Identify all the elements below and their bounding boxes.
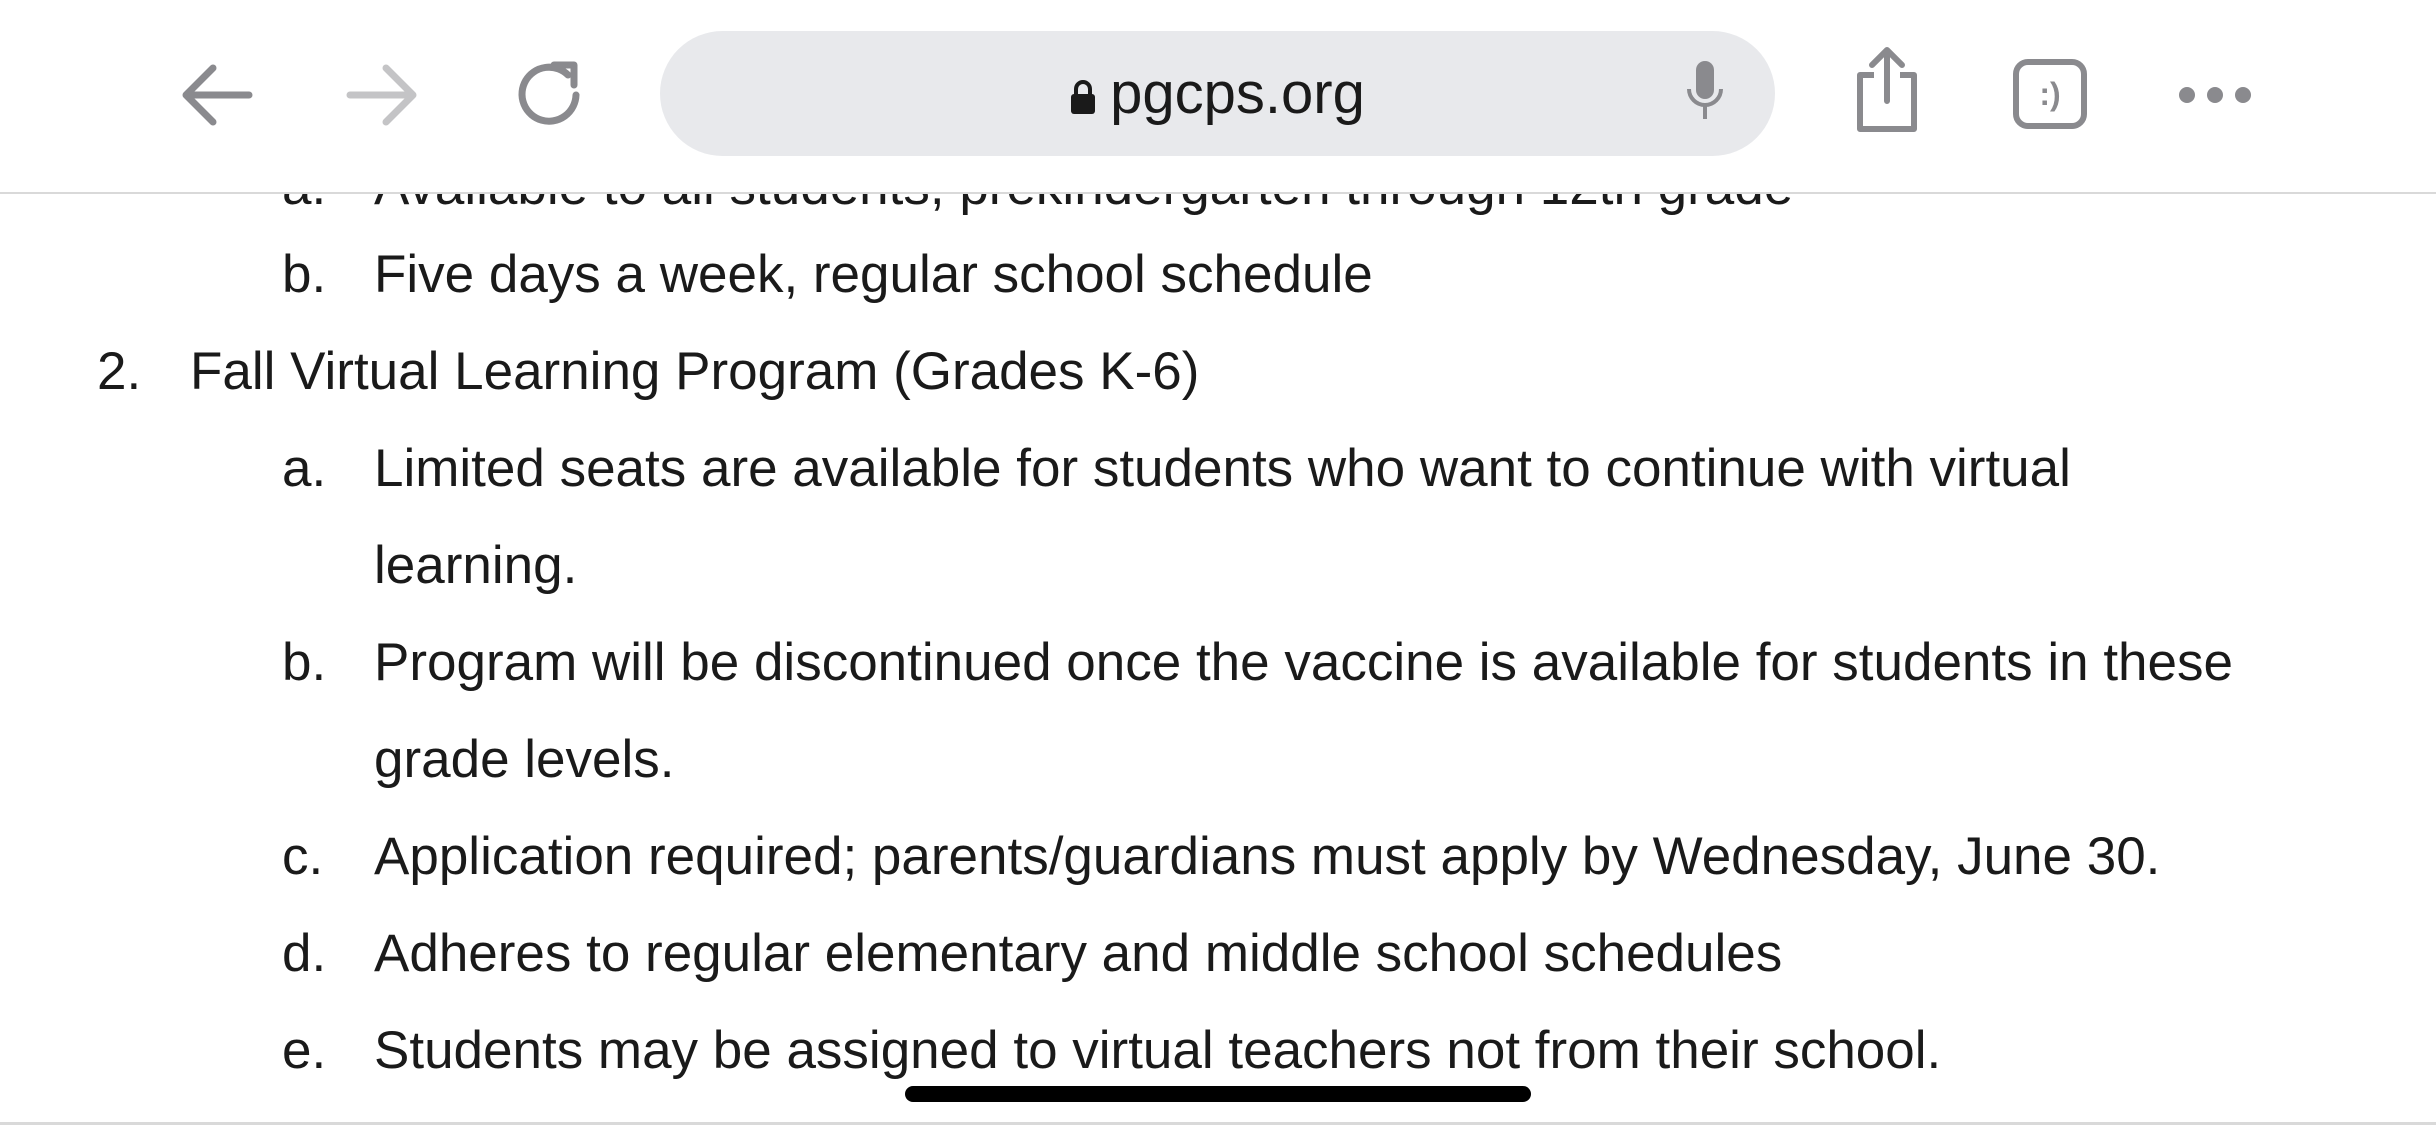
list-marker: b. [282, 245, 327, 304]
reload-button[interactable] [503, 48, 597, 142]
reload-icon [510, 55, 590, 135]
list-item-text: Students may be assigned to virtual teachers not from their school. [374, 1021, 1942, 1080]
home-indicator[interactable] [905, 1086, 1531, 1102]
section-title: Fall Virtual Learning Program (Grades K-6) [190, 342, 1200, 401]
back-button[interactable] [172, 50, 262, 140]
forward-button[interactable] [337, 50, 427, 140]
url-text: pgcps.org [1110, 61, 1365, 126]
list-marker: e. [282, 1021, 327, 1080]
more-icon [2173, 80, 2257, 110]
list-item-text-continued: learning. [374, 536, 578, 595]
list-marker: c. [282, 827, 324, 886]
lock-icon [1070, 79, 1096, 115]
more-button[interactable] [2170, 70, 2260, 120]
url-display[interactable] [660, 31, 1775, 156]
list-item-text: Five days a week, regular school schedule [374, 245, 1373, 304]
address-bar[interactable] [660, 31, 1775, 156]
list-item-text: Application required; parents/guardians must apply by Wednesday, June 30. [374, 827, 2161, 886]
share-icon [1852, 45, 1922, 135]
forward-arrow-icon [342, 60, 422, 130]
microphone-icon[interactable] [1685, 59, 1725, 127]
tab-switcher-label: :) [2039, 75, 2061, 112]
list-item-text: Limited seats are available for students who want to continue with virtual [374, 439, 2071, 498]
share-button[interactable] [1842, 40, 1932, 140]
list-marker: b. [282, 633, 327, 692]
back-arrow-icon [177, 60, 257, 130]
list-item-text: Program will be discontinued once the vaccine is available for students in these [374, 633, 2233, 692]
list-item-text: Adheres to regular elementary and middle school schedules [374, 924, 1783, 983]
list-marker: d. [282, 924, 327, 983]
list-marker: a. [282, 439, 327, 498]
list-item-text-continued: grade levels. [374, 730, 675, 789]
browser-toolbar [0, 0, 2436, 194]
list-number: 2. [97, 342, 142, 401]
tab-switcher-button[interactable] [2012, 58, 2088, 130]
